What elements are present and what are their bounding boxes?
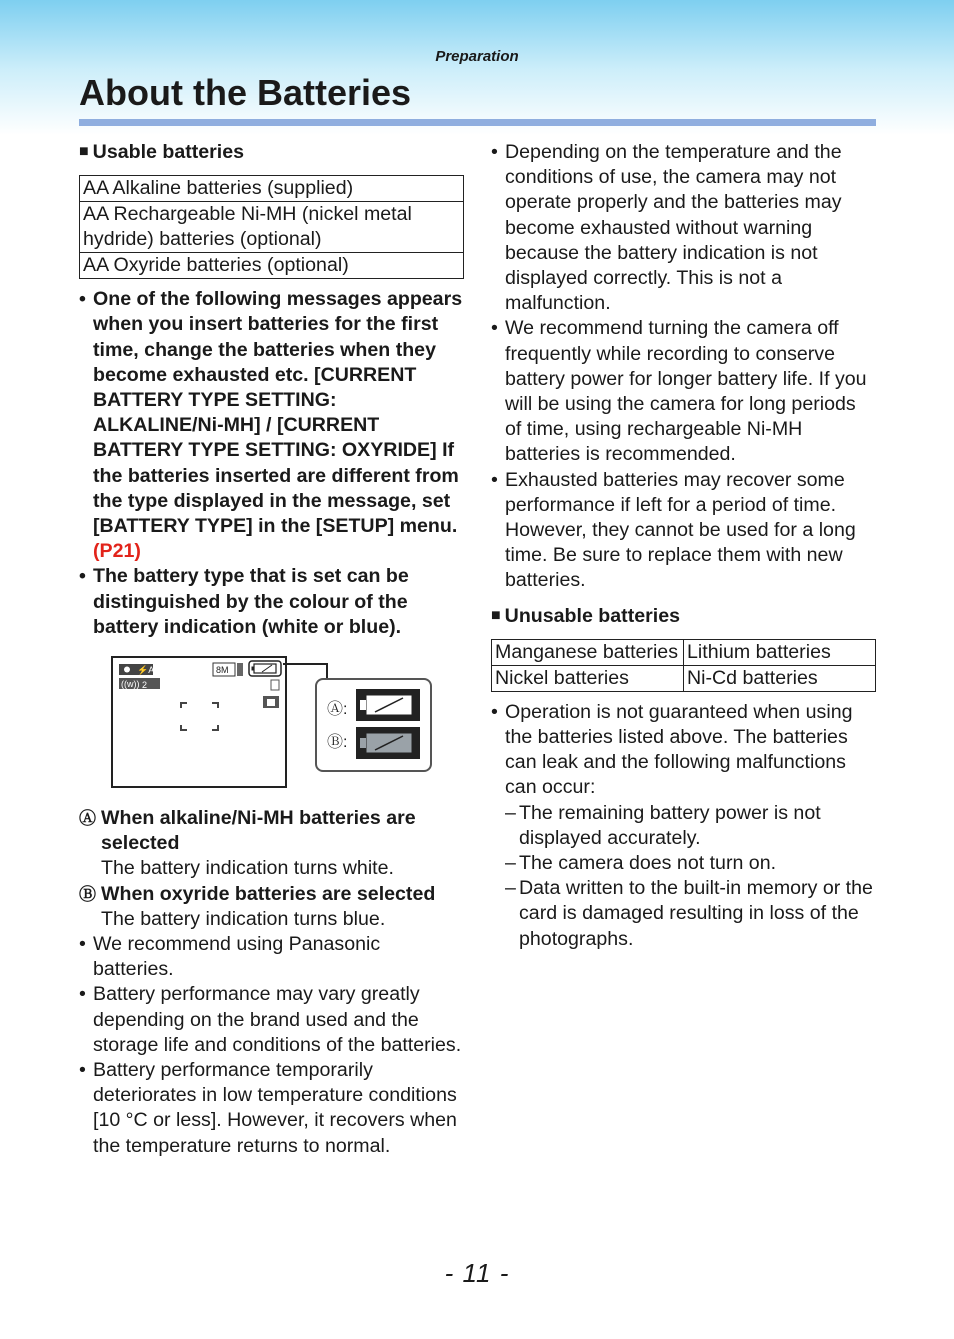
marker-b: Ⓑ — [79, 884, 96, 904]
page-reference-link[interactable]: (P21) — [93, 540, 141, 563]
message-bullet: • One of the following messages appears when you insert batteries for the first time, change the batteries when they become exhausted etc. [CURRENT BATTERY TYPE SETTING: ALKALINE/Ni-MH] / [CURRENT BATTERY TYPE SETTING: OXYRIDE] If the batteries inserted are different from the type displayed in the message, set [BATTERY TYPE] in the [SETUP] menu. (P21) — [79, 287, 465, 564]
unusable-batteries-table — [491, 639, 876, 692]
table-cell: Ni-Cd batteries — [684, 665, 876, 691]
unusable-batteries-heading: ■ Unusable batteries — [491, 604, 680, 627]
table-row — [492, 665, 876, 691]
flash-badge: ⚡A — [137, 665, 155, 676]
list-item: • We recommend turning the camera off frequently while recording to conserve battery power for longer battery life. If you will be using the camera for long periods of time, using rechargeable Ni-MH batteries is recommended. — [491, 316, 877, 467]
callout-label-a: Ⓐ: — [327, 701, 348, 719]
white-battery-icon — [355, 688, 421, 722]
table-cell: AA Rechargeable Ni-MH (nickel metal hydride) batteries (optional) — [80, 202, 464, 253]
usable-batteries-heading: ■ Usable batteries — [79, 141, 245, 163]
stabilizer-glyph: ((ᴡ)) — [121, 679, 140, 690]
stabilizer-number: 2 — [142, 680, 148, 691]
malfunction-item: – Data written to the built-in memory or the card is damaged resulting in loss of the photographs. — [491, 876, 877, 952]
operation-note: • Operation is not guaranteed when using the batteries listed above. The batteries can leak and the following malfunctions can occur: — [491, 700, 877, 801]
battery-icon — [254, 664, 276, 673]
section-label: Preparation — [435, 48, 519, 65]
blue-battery-icon — [355, 726, 421, 760]
note-oxyride: Ⓑ When oxyride batteries are selected — [79, 882, 465, 907]
recording-count-icon — [271, 680, 279, 690]
right-column — [491, 140, 877, 952]
list-item: • Exhausted batteries may recover some performance if left for a period of time. However, they cannot be used for a long time. Be sure to replace them with new batteries. — [491, 468, 877, 594]
table-cell: Nickel batteries — [492, 665, 684, 691]
note-oxyride-desc: The battery indication turns blue. — [101, 907, 386, 930]
list-item: • We recommend using Panasonic batteries. — [79, 932, 465, 982]
usable-batteries-table — [79, 175, 464, 279]
battery-color-callout — [315, 678, 432, 772]
table-row — [80, 176, 464, 202]
table-row — [80, 202, 464, 253]
page-number: - 11 - — [444, 1258, 510, 1288]
table-cell: AA Alkaline batteries (supplied) — [80, 176, 464, 202]
table-cell: AA Oxyride batteries (optional) — [80, 253, 464, 279]
malfunction-item: – The remaining battery power is not displayed accurately. — [491, 801, 877, 851]
list-item: • Depending on the temperature and the conditions of use, the camera may not operate properly and the batteries may become exhausted without warning because the battery indication is not displayed correctly. This is not a malfunction. — [491, 140, 877, 316]
table-row — [492, 639, 876, 665]
screen-illustration — [113, 658, 285, 786]
square-bullet-icon: ■ — [491, 606, 501, 624]
callout-label-b: Ⓑ: — [327, 734, 348, 752]
malfunction-item: – The camera does not turn on. — [491, 851, 877, 876]
list-item: • Battery performance may vary greatly depending on the brand used and the storage life and conditions of the batteries. — [79, 982, 465, 1058]
table-cell: Lithium batteries — [684, 639, 876, 665]
af-frame — [181, 703, 218, 730]
battery-indication-figure — [79, 652, 465, 798]
table-row — [80, 253, 464, 279]
square-bullet-icon: ■ — [79, 143, 89, 160]
list-item: • Battery performance temporarily deteriorates in low temperature conditions [10 °C or less]. However, it recovers when the temperature returns to normal. — [79, 1058, 465, 1159]
page-title: About the Batteries — [79, 72, 412, 113]
note-alkaline-desc: The battery indication turns white. — [101, 857, 394, 880]
marker-a: Ⓐ — [79, 809, 96, 829]
quality-icon — [237, 663, 243, 676]
colour-bullet: • The battery type that is set can be distinguished by the colour of the battery indication (white or blue). — [79, 564, 465, 640]
title-rule — [79, 119, 876, 126]
camera-screen — [111, 656, 287, 788]
table-cell: Manganese batteries — [492, 639, 684, 665]
note-alkaline: Ⓐ When alkaline/Ni-MH batteries are selected — [79, 807, 416, 855]
resolution-badge: 8M — [216, 665, 229, 676]
left-column — [79, 140, 465, 1159]
